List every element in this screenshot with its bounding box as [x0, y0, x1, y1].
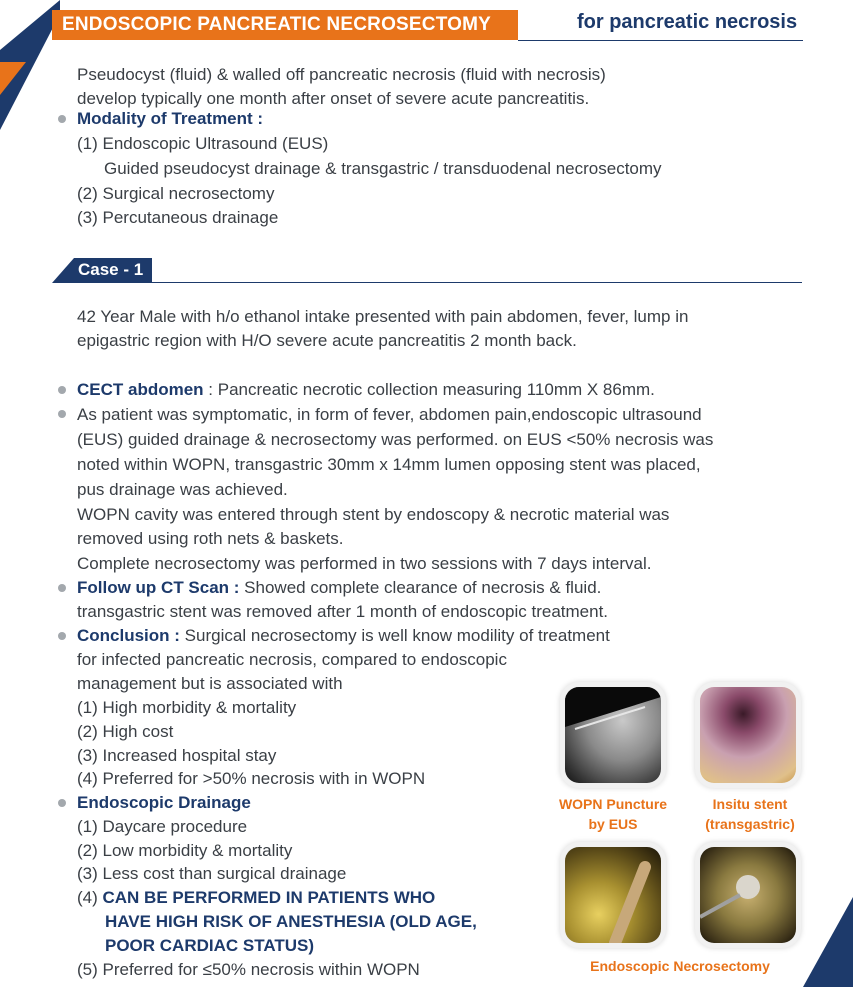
case-divider: [150, 282, 802, 283]
endo-pro-4: [77, 886, 435, 910]
caption-endoscopic-necrosectomy: Endoscopic Necrosectomy: [590, 958, 770, 974]
insitu-stent-image: [700, 687, 796, 783]
followup-line-2: transgastric stent was removed after 1 month of endoscopic treatment.: [77, 602, 609, 621]
corner-decoration-top-left: [0, 0, 60, 130]
procedure-line-6: removed using roth nets & baskets.: [77, 529, 344, 548]
procedure-line-3: noted within WOPN, transgastric 30mm x 14mm lumen opposing stent was placed,: [77, 455, 701, 474]
bullet-icon: [58, 410, 66, 418]
conclusion-line: [77, 624, 610, 648]
endo-pro-4-number: (4): [77, 888, 103, 907]
page-title: ENDOSCOPIC PANCREATIC NECROSECTOMY: [62, 14, 492, 35]
caption-insitu-stent: [690, 794, 810, 834]
case-tab-label: Case - 1: [78, 260, 144, 279]
endo-pro-4-line-3: POOR CARDIAC STATUS): [105, 936, 315, 955]
endo-pro-2: (2) Low morbidity & mortality: [77, 841, 293, 860]
title-underline: [518, 40, 803, 41]
cect-line: [77, 378, 655, 402]
procedure-line-2: (EUS) guided drainage & necrosectomy was performed. on EUS <50% necrosis was: [77, 430, 714, 449]
endo-pro-3: (3) Less cost than surgical drainage: [77, 864, 347, 883]
page-subtitle: for pancreatic necrosis: [577, 11, 798, 33]
surgical-con-3: (3) Increased hospital stay: [77, 746, 277, 765]
endo-pro-4-text: CAN BE PERFORMED IN PATIENTS WHO: [102, 888, 436, 907]
modality-heading: Modality of Treatment :: [77, 109, 264, 128]
endo-pro-1: (1) Daycare procedure: [77, 817, 248, 836]
caption-line: (transgastric): [705, 816, 795, 832]
followup-text: Showed complete clearance of necrosis & fluid.: [239, 578, 602, 597]
procedure-line-7: Complete necrosectomy was performed in two sessions with 7 days interval.: [77, 554, 652, 573]
surgical-con-1: (1) High morbidity & mortality: [77, 698, 297, 717]
procedure-line-4: pus drainage was achieved.: [77, 480, 288, 499]
surgical-con-2: (2) High cost: [77, 722, 174, 741]
procedure-line-1: As patient was symptomatic, in form of fever, abdomen pain,endoscopic ultrasound: [77, 405, 702, 424]
intro-line-1: Pseudocyst (fluid) & walled off pancreatic necrosis (fluid with necrosis): [77, 65, 606, 84]
endo-pro-5: (5) Preferred for ≤50% necrosis within WOPN: [77, 960, 420, 979]
bullet-icon: [58, 799, 66, 807]
modality-1: (1) Endoscopic Ultrasound (EUS): [77, 134, 329, 153]
procedure-line-5: WOPN cavity was entered through stent by endoscopy & necrotic material was: [77, 505, 670, 524]
conclusion-text: Surgical necrosectomy is well know modility of treatment: [179, 626, 610, 645]
caption-line: Insitu stent: [712, 796, 788, 812]
bullet-icon: [58, 115, 66, 123]
endoscopic-drainage-heading: Endoscopic Drainage: [77, 793, 251, 812]
conclusion-label: Conclusion :: [77, 626, 180, 645]
conclusion-line-2: for infected pancreatic necrosis, compared to endoscopic: [77, 650, 507, 669]
surgical-con-4: (4) Preferred for >50% necrosis with in WOPN: [77, 769, 426, 788]
eus-puncture-image: [565, 687, 661, 783]
bullet-icon: [58, 632, 66, 640]
bullet-icon: [58, 584, 66, 592]
caption-wopn-puncture: [553, 794, 673, 834]
bullet-icon: [58, 386, 66, 394]
necrosectomy-image-2: [700, 847, 796, 943]
modality-1-detail: Guided pseudocyst drainage & transgastric / transduodenal necrosectomy: [104, 159, 662, 178]
corner-decoration-bottom-right: [793, 897, 853, 987]
caption-line: WOPN Puncture: [558, 796, 668, 812]
cect-text: : Pancreatic necrotic collection measuring 110mm X 86mm.: [203, 380, 655, 399]
case-description-1: 42 Year Male with h/o ethanol intake presented with pain abdomen, fever, lump in: [77, 307, 689, 326]
modality-3: (3) Percutaneous drainage: [77, 208, 279, 227]
modality-2: (2) Surgical necrosectomy: [77, 184, 275, 203]
followup-label: Follow up CT Scan :: [77, 578, 240, 597]
conclusion-line-3: management but is associated with: [77, 674, 343, 693]
cect-label: CECT abdomen: [77, 380, 204, 399]
necrosectomy-image-1: [565, 847, 661, 943]
intro-line-2: develop typically one month after onset of severe acute pancreatitis.: [77, 89, 590, 108]
case-description-2: epigastric region with H/O severe acute pancreatitis 2 month back.: [77, 331, 577, 350]
followup-line: [77, 576, 601, 600]
endo-pro-4-line-2: HAVE HIGH RISK OF ANESTHESIA (OLD AGE,: [105, 912, 477, 931]
caption-line: by EUS: [588, 816, 638, 832]
